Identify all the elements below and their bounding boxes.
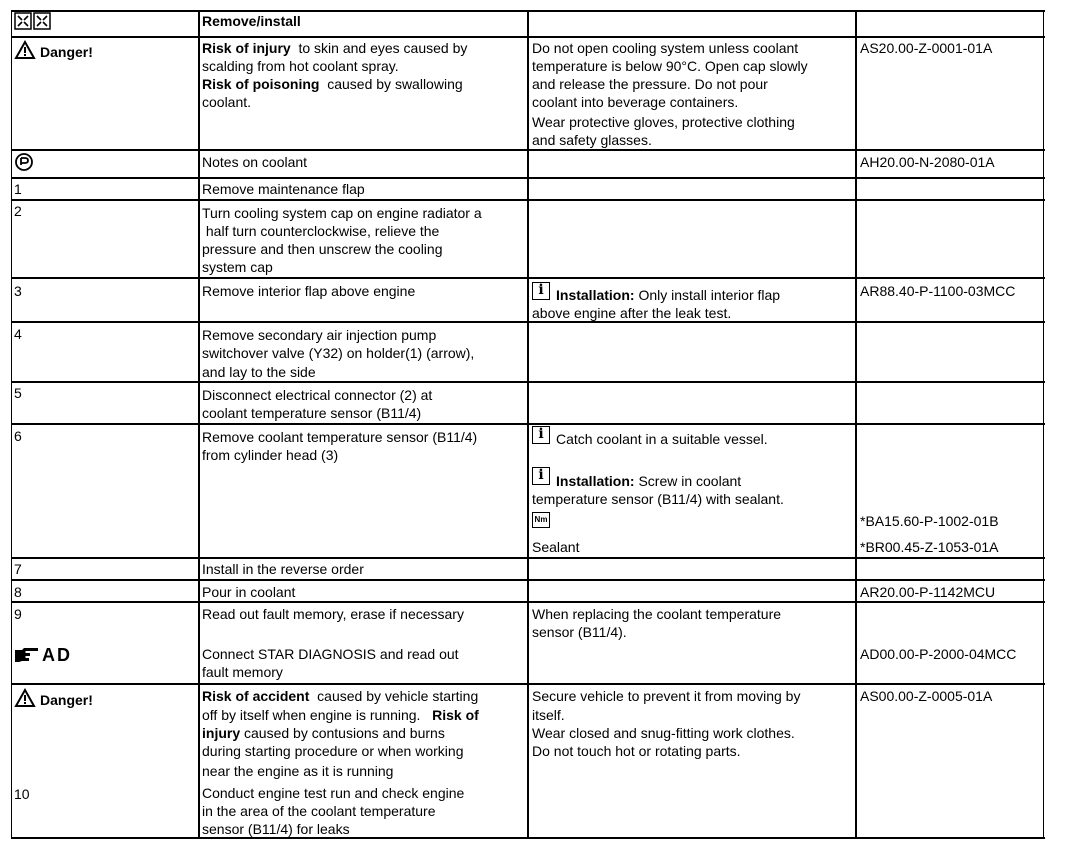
ad-label: AD [42, 645, 72, 665]
col-divider [11, 10, 12, 839]
torque-icon: Nm [532, 512, 550, 528]
ad-text: fault memory [202, 664, 283, 680]
sealant-label: Sealant [532, 539, 580, 555]
ad-text: Connect STAR DIAGNOSIS and read out [202, 646, 459, 662]
step-text: half turn counterclockwise, relieve the [202, 223, 440, 239]
step-text: Remove interior flap above engine [202, 283, 416, 299]
step-text: Disconnect electrical connector (2) at [202, 387, 433, 403]
step-text: Remove secondary air injection pump [202, 327, 437, 343]
col-divider [855, 10, 857, 839]
step-text: in the area of the coolant temperature [202, 803, 436, 819]
step-number: 5 [14, 385, 22, 401]
danger2-text-line5: near the engine as it is running [202, 763, 394, 779]
pointing-hand-icon [14, 646, 40, 664]
danger2-note: Do not touch hot or rotating parts. [532, 743, 741, 759]
col-divider [198, 10, 200, 839]
notes-icon [14, 152, 34, 172]
step-number: 2 [14, 203, 22, 219]
step3-ref: AR88.40-P-1100-03MCC [860, 283, 1016, 299]
install-note-line2: temperature sensor (B11/4) with sealant. [532, 491, 784, 507]
step8-ref: AR20.00-P-1142MCU [860, 584, 996, 600]
col-divider [1043, 10, 1044, 839]
col-divider [527, 10, 529, 839]
step-text: Turn cooling system cap on engine radiator a [202, 205, 482, 221]
danger2-ref: AS00.00-Z-0005-01A [860, 688, 993, 704]
danger2-note: Secure vehicle to prevent it from moving by [532, 688, 801, 704]
danger1-note: coolant into beverage containers. [532, 94, 739, 110]
step-text: Pour in coolant [202, 584, 296, 600]
notes-coolant-text: Notes on coolant [202, 154, 308, 170]
install-note-line2: above engine after the leak test. [532, 305, 732, 321]
crossed-box-icon [14, 12, 52, 32]
warning-icon [14, 40, 36, 60]
step-text: Conduct engine test run and check engine [202, 785, 465, 801]
danger1-note: and release the pressure. Do not pour [532, 76, 768, 92]
step-text: Install in the reverse order [202, 561, 364, 577]
step-text: pressure and then unscrew the cooling [202, 241, 443, 257]
danger-label: Danger! [40, 692, 93, 708]
step-text: sensor (B11/4) for leaks [202, 821, 350, 837]
catch-note: Catch coolant in a suitable vessel. [556, 431, 768, 447]
step-text: Remove coolant temperature sensor (B11/4) [202, 429, 478, 445]
danger1-note: Do not open cooling system unless coolant [532, 40, 799, 56]
danger2-text-line3: injury caused by contusions and burns [202, 725, 445, 741]
danger1-note: Wear protective gloves, protective clothing [532, 114, 795, 130]
info-icon: i [532, 426, 550, 444]
header-title: Remove/install [202, 13, 301, 29]
danger1-note: temperature is below 90°C. Open cap slowly [532, 58, 808, 74]
danger1-text-line1: Risk of injury to skin and eyes caused by [202, 40, 468, 56]
step-number: 3 [14, 283, 22, 299]
step-number: 9 [14, 606, 22, 622]
step-text: and lay to the side [202, 364, 316, 380]
step-number: 7 [14, 561, 22, 577]
install-note: Installation: Screw in coolant [556, 473, 742, 489]
step9-note: When replacing the coolant temperature [532, 606, 782, 622]
step-text: Remove maintenance flap [202, 181, 365, 197]
step-number: 10 [14, 786, 30, 802]
step-text: switchover valve (Y32) on holder(1) (arrow), [202, 345, 475, 361]
step6-ref1: *BA15.60-P-1002-01B [860, 513, 999, 529]
danger2-note: itself. [532, 707, 565, 723]
ad-ref: AD00.00-P-2000-04MCC [860, 646, 1017, 662]
warning-icon [14, 688, 36, 708]
danger-label: Danger! [40, 44, 93, 60]
danger2-text-line4: during starting procedure or when working [202, 743, 464, 759]
danger2-note: Wear closed and snug-fitting work clothes. [532, 725, 795, 741]
step-text: system cap [202, 259, 273, 275]
step-number: 4 [14, 326, 22, 342]
danger1-note: and safety glasses. [532, 132, 652, 148]
danger2-text-line2: off by itself when engine is running. Risk of [202, 707, 479, 723]
danger1-ref: AS20.00-Z-0001-01A [860, 40, 993, 56]
danger1-text-line4: coolant. [202, 94, 252, 110]
step-number: 6 [14, 428, 22, 444]
step9-note: sensor (B11/4). [532, 624, 627, 640]
install-note: Installation: Only install interior flap [556, 287, 781, 303]
step6-ref2: *BR00.45-Z-1053-01A [860, 539, 999, 555]
info-icon: i [532, 282, 550, 300]
danger2-text-line1: Risk of accident caused by vehicle starting [202, 688, 479, 704]
step-number: 8 [14, 584, 22, 600]
step-number: 1 [14, 181, 22, 197]
danger1-text-line3: Risk of poisoning caused by swallowing [202, 76, 463, 92]
step-text: Read out fault memory, erase if necessary [202, 606, 464, 622]
notes-coolant-ref: AH20.00-N-2080-01A [860, 154, 995, 170]
step-text: from cylinder head (3) [202, 447, 339, 463]
step-text: coolant temperature sensor (B11/4) [202, 405, 422, 421]
danger1-text-line2: scalding from hot coolant spray. [202, 58, 399, 74]
info-icon: i [532, 467, 550, 485]
